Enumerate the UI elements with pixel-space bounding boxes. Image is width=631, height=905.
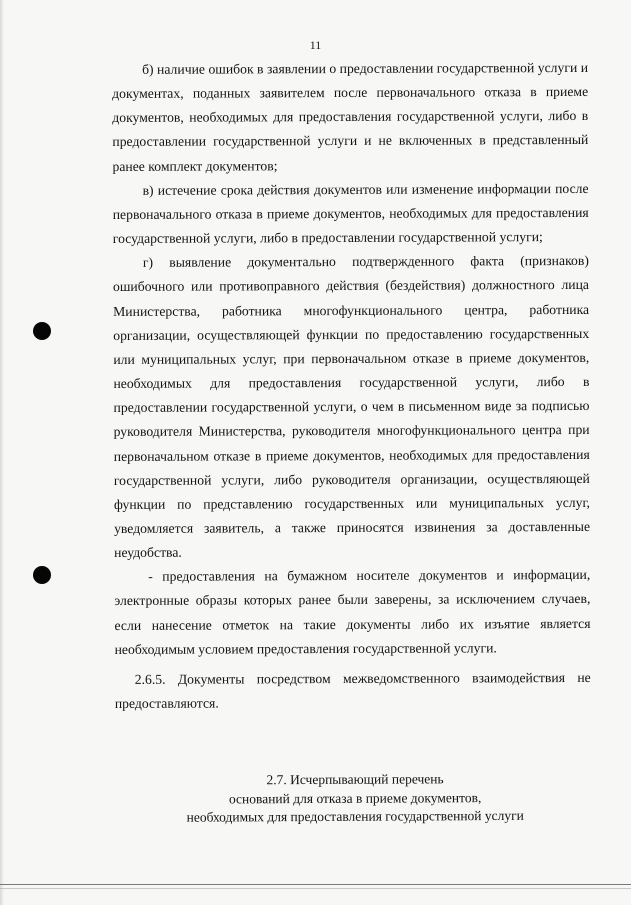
paragraph-b: б) наличие ошибок в заявлении о предоставлении государственной услуги и документах, поданных заявителем после первоначального отказа в приеме документов, необходимых для предоставления государственной услуги, либо в предоставлении государственной услуги и не включенных в представленный ранее комплект документов;	[112, 59, 589, 174]
document-body	[112, 56, 591, 716]
paragraph-2-6-5: 2.6.5. Документы посредством межведомственного взаимодействия не предоставляются.	[114, 669, 591, 712]
punch-hole	[33, 322, 51, 340]
scan-bottom-edge	[0, 884, 631, 885]
section-heading-line: 2.7. Исчерпывающий перечень	[266, 771, 444, 788]
page-number: 11	[309, 38, 322, 52]
section-heading-line: оснований для отказа в приеме документов,	[228, 789, 482, 806]
scan-bottom-edge	[0, 888, 631, 889]
section-heading	[120, 770, 590, 828]
punch-hole	[33, 566, 51, 584]
section-heading-line: необходимых для предоставления государственной услуги	[186, 807, 524, 825]
paragraph-v: в) истечение срока действия документов или изменение информации после первоначального отказа в приеме документов, необходимых для предоставления государственной услуги, либо в предоставлении государственной услуги;	[112, 180, 589, 247]
page-edge-shadow	[0, 0, 4, 905]
paragraph-dash-item: - предоставления на бумажном носителе документов и информации, электронные образы которых ранее были заверены, за исключением случаев, если нанесение отметок на такие документы либо их изъятие является необходимым условием предоставления государственной услуги.	[114, 567, 591, 657]
paragraph-g: г) выявление документально подтвержденного факта (признаков) ошибочного или противоправного действия (бездействия) должностного лица Министерства, работника многофункционального центра, работника организации, осуществляющей функции по предоставлению государственных или муниципальных услуг, при первоначальном отказе в приеме документов, необходимых для предоставления государственной услуги, либо в предоставлении государственной услуги, о чем в письменном виде за подписью руководителя Министерства, руководителя многофункционального центра при первоначальном отказе в приеме документов, необходимых для предоставления государственной услуги, либо руководителя организации, осуществляющей функции по представлению государственных или муниципальных услуг, уведомляется заявитель, а также приносятся извинения за доставленные неудобства.	[112, 253, 591, 561]
